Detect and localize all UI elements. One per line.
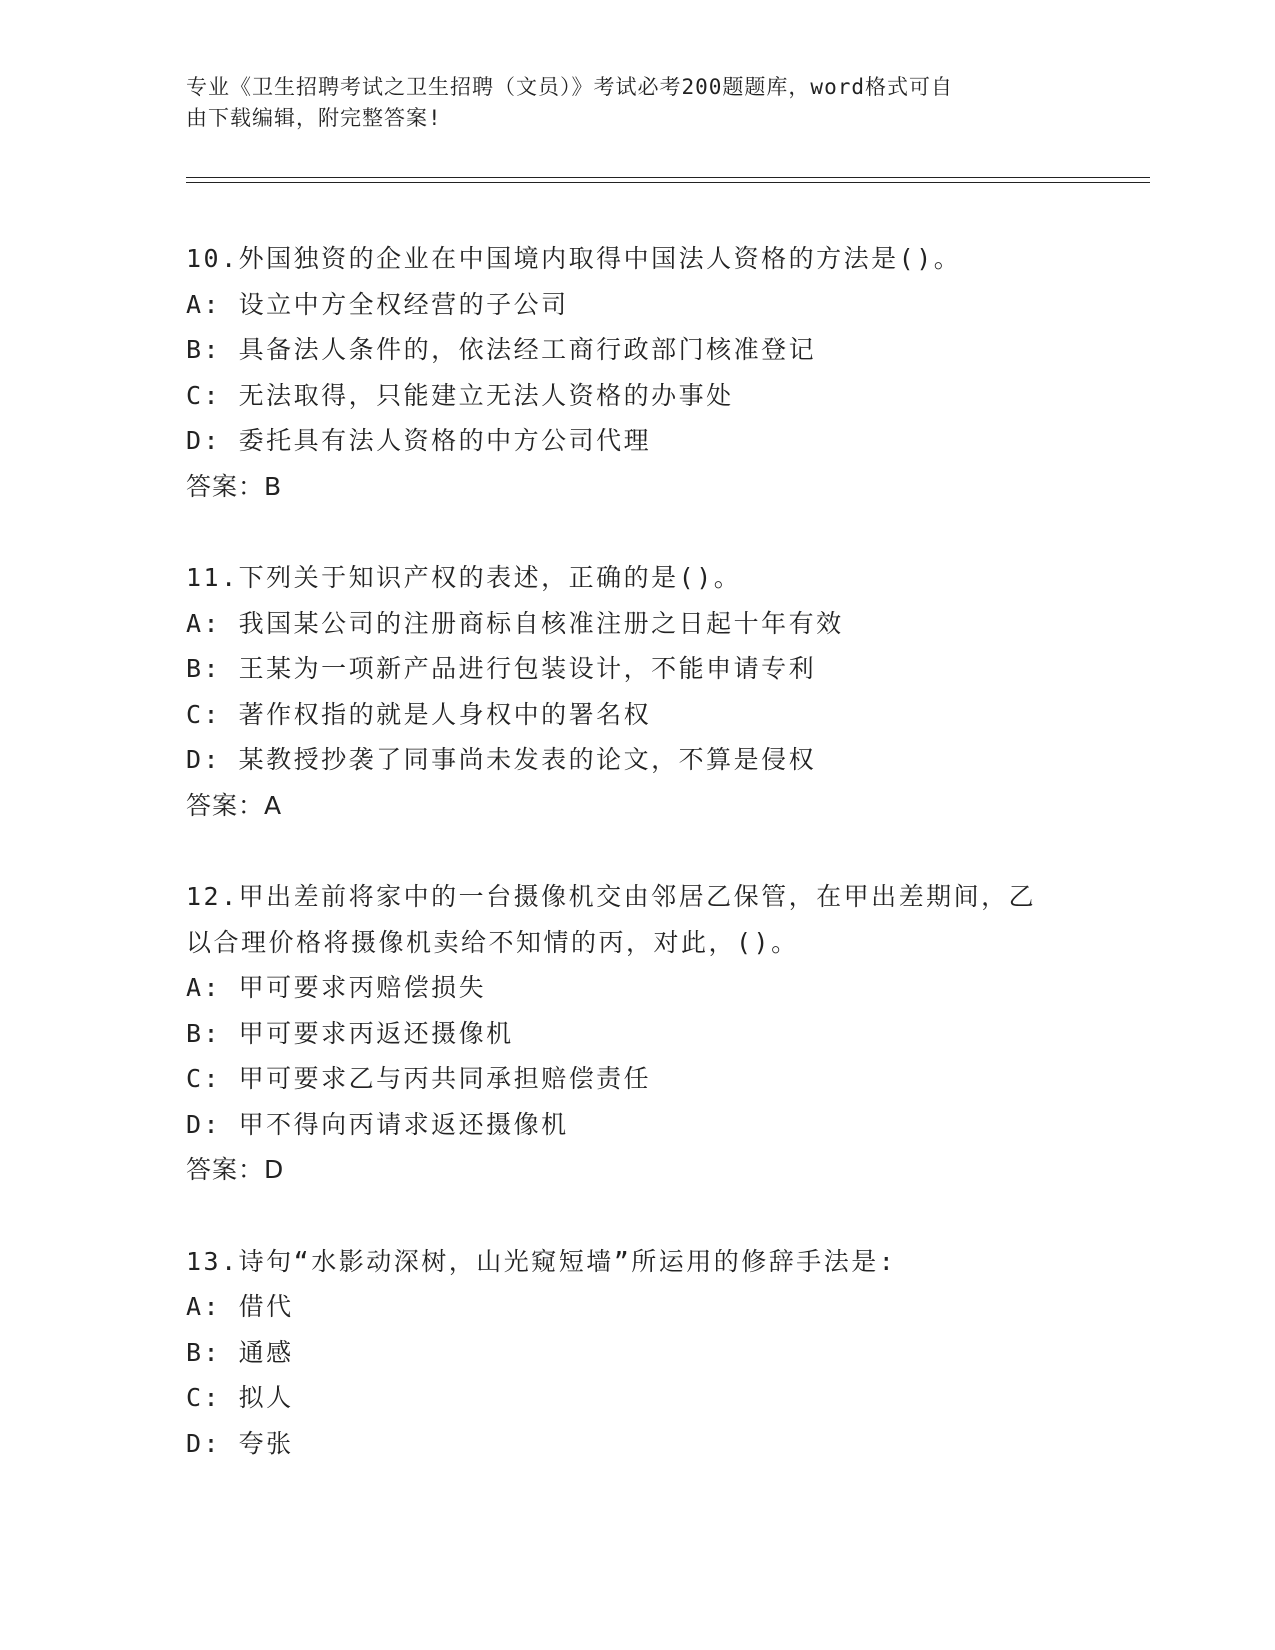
option-a: A: 我国某公司的注册商标自核准注册之日起十年有效 bbox=[186, 608, 844, 638]
option-c: C: 甲可要求乙与丙共同承担赔偿责任 bbox=[186, 1064, 652, 1093]
question-12 bbox=[186, 874, 1086, 1193]
header-line-1: 专业《卫生招聘考试之卫生招聘（文员）》考试必考200题题库，word格式可自 bbox=[186, 75, 953, 99]
answer: 答案：B bbox=[186, 471, 283, 501]
document-header bbox=[186, 72, 1066, 134]
spacer bbox=[186, 509, 1086, 555]
question-list bbox=[186, 236, 1086, 1466]
header-rule-top bbox=[186, 177, 1150, 178]
question-stem-continued: 以合理价格将摄像机卖给不知情的丙，对此，()。 bbox=[186, 927, 799, 957]
option-d: D: 夸张 bbox=[186, 1428, 294, 1458]
option-c: C: 著作权指的就是人身权中的署名权 bbox=[186, 699, 652, 729]
question-10 bbox=[186, 236, 1086, 509]
header-rule-bottom bbox=[186, 182, 1150, 183]
option-a: A: 设立中方全权经营的子公司 bbox=[186, 289, 569, 319]
option-a: A: 借代 bbox=[186, 1292, 294, 1321]
option-d: D: 某教授抄袭了同事尚未发表的论文，不算是侵权 bbox=[186, 745, 817, 774]
option-a: A: 甲可要求丙赔偿损失 bbox=[186, 973, 487, 1002]
option-b: B: 甲可要求丙返还摄像机 bbox=[186, 1018, 514, 1048]
option-b: B: 具备法人条件的，依法经工商行政部门核准登记 bbox=[186, 335, 817, 364]
answer: 答案：D bbox=[186, 1155, 285, 1184]
answer: 答案：A bbox=[186, 790, 283, 820]
header-line-2: 由下载编辑，附完整答案! bbox=[186, 106, 442, 130]
option-c: C: 拟人 bbox=[186, 1383, 294, 1412]
question-13 bbox=[186, 1239, 1086, 1467]
question-11 bbox=[186, 555, 1086, 828]
option-d: D: 甲不得向丙请求返还摄像机 bbox=[186, 1109, 569, 1139]
question-stem: 12.甲出差前将家中的一台摄像机交由邻居乙保管，在甲出差期间，乙 bbox=[186, 882, 1037, 911]
option-d: D: 委托具有法人资格的中方公司代理 bbox=[186, 426, 652, 455]
question-stem: 11.下列关于知识产权的表述，正确的是()。 bbox=[186, 563, 742, 592]
spacer bbox=[186, 828, 1086, 874]
option-b: B: 王某为一项新产品进行包装设计，不能申请专利 bbox=[186, 654, 817, 683]
question-stem: 10.外国独资的企业在中国境内取得中国法人资格的方法是()。 bbox=[186, 244, 962, 273]
question-stem: 13.诗句“水影动深树，山光窥短墙”所运用的修辞手法是: bbox=[186, 1246, 897, 1276]
option-b: B: 通感 bbox=[186, 1337, 294, 1367]
option-c: C: 无法取得，只能建立无法人资格的办事处 bbox=[186, 380, 734, 410]
spacer bbox=[186, 1193, 1086, 1239]
